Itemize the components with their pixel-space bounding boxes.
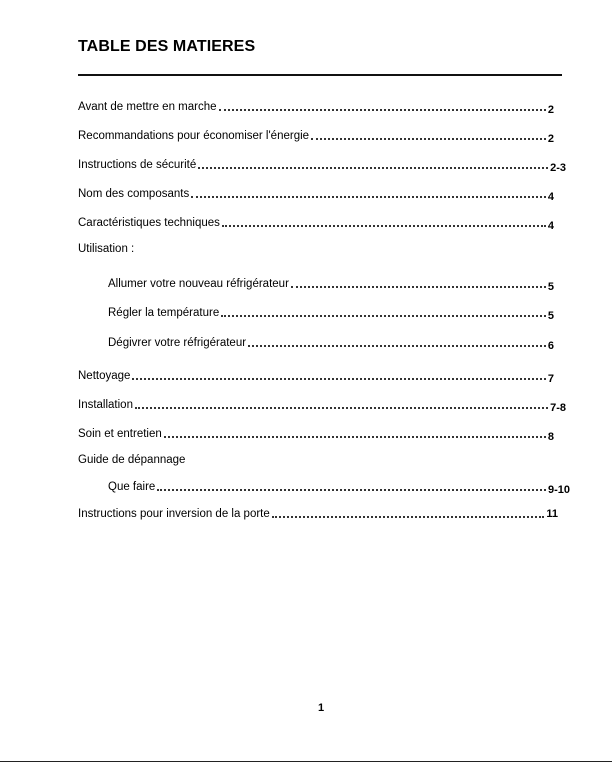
toc-entry-label: Recommandations pour économiser l'énergie <box>78 130 310 142</box>
toc-entry-page: 2 <box>547 133 554 145</box>
toc-entry-label: Que faire <box>108 481 156 493</box>
toc-entry-page: 5 <box>547 310 554 322</box>
toc-dot-leader <box>157 487 546 491</box>
toc-entry-page: 2-3 <box>550 162 566 174</box>
toc-dot-leader <box>221 313 546 317</box>
toc-entry-label: Nettoyage <box>78 370 131 382</box>
page-number: 1 <box>318 702 325 714</box>
toc-entry-caracteristiques-techniques[interactable] <box>78 214 554 230</box>
toc-entry-label: Dégivrer votre réfrigérateur <box>108 337 247 349</box>
toc-dot-leader <box>135 405 548 409</box>
toc-entry-page: 8 <box>547 431 554 443</box>
toc-entry-instructions-securite[interactable] <box>78 156 566 172</box>
toc-entry-installation[interactable] <box>78 396 566 412</box>
toc-entry-nom-des-composants[interactable] <box>78 185 554 201</box>
toc-entry-page: 11 <box>546 508 558 520</box>
toc-entry-page: 7-8 <box>550 402 566 414</box>
toc-dot-leader <box>132 376 545 380</box>
toc-dot-leader <box>272 514 545 518</box>
toc-entry-recommandations-energie[interactable] <box>78 127 554 143</box>
toc-entry-soin-et-entretien[interactable] <box>78 425 554 441</box>
toc-dot-leader <box>291 284 546 288</box>
title-divider <box>78 74 562 76</box>
page-title: TABLE DES MATIERES <box>78 38 256 55</box>
toc-dot-leader <box>222 223 546 227</box>
toc-entry-allumer-refrigerateur[interactable] <box>108 275 554 291</box>
toc-entry-regler-temperature[interactable] <box>108 304 554 320</box>
toc-entry-label: Caractéristiques techniques <box>78 217 220 229</box>
toc-entry-avant-de-mettre-en-marche[interactable] <box>78 98 554 114</box>
toc-dot-leader <box>164 434 546 438</box>
toc-entry-label: Avant de mettre en marche <box>78 101 217 113</box>
toc-entry-page: 9-10 <box>547 484 570 496</box>
page-bottom-border <box>0 761 612 762</box>
toc-entry-label: Allumer votre nouveau réfrigérateur <box>108 278 289 290</box>
toc-entry-label: Nom des composants <box>78 188 190 200</box>
toc-entry-nettoyage[interactable] <box>78 367 554 383</box>
toc-dot-leader <box>191 194 546 198</box>
toc-entry-label: Installation <box>78 399 133 411</box>
toc-entry-page: 5 <box>547 281 554 293</box>
toc-entry-label: Régler la température <box>108 307 220 319</box>
toc-dot-leader <box>198 165 548 169</box>
toc-section-guide-depannage: Guide de dépannage <box>78 454 186 466</box>
toc-entry-label: Soin et entretien <box>78 428 162 440</box>
toc-section-utilisation: Utilisation : <box>78 243 135 255</box>
toc-entry-page: 2 <box>547 104 554 116</box>
toc-entry-page: 6 <box>547 340 554 352</box>
toc-dot-leader <box>219 107 546 111</box>
toc-entry-inversion-porte[interactable] <box>78 505 558 521</box>
toc-entry-que-faire[interactable] <box>108 478 570 494</box>
toc-entry-label: Instructions de sécurité <box>78 159 197 171</box>
toc-entry-degivrer-refrigerateur[interactable] <box>108 334 554 350</box>
toc-entry-page: 4 <box>547 220 554 232</box>
toc-dot-leader <box>311 136 546 140</box>
toc-entry-label: Instructions pour inversion de la porte <box>78 508 270 520</box>
toc-dot-leader <box>248 343 546 347</box>
toc-entry-page: 4 <box>547 191 554 203</box>
toc-entry-page: 7 <box>547 373 554 385</box>
